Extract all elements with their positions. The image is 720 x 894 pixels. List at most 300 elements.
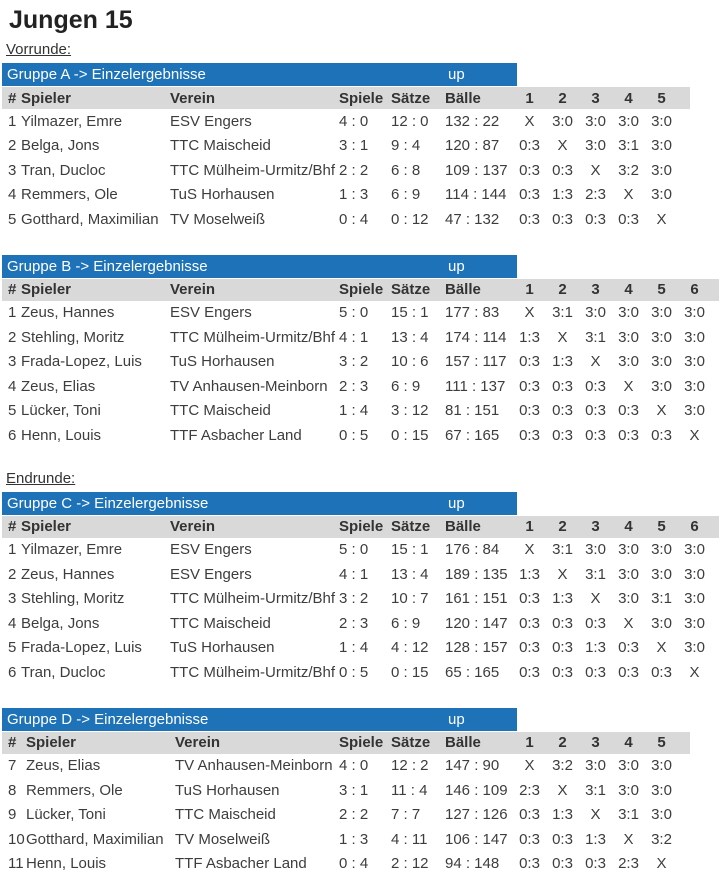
cell-number: 6 bbox=[8, 426, 17, 444]
cell-result: X bbox=[656, 402, 667, 420]
cell-result: 3:0 bbox=[618, 757, 639, 775]
cell-club: TTF Asbacher Land bbox=[175, 855, 307, 873]
player-row bbox=[2, 778, 690, 803]
cell-balls: 65 : 165 bbox=[445, 663, 500, 681]
cell-balls: 146 : 109 bbox=[445, 781, 508, 799]
cell-result: 3:0 bbox=[684, 541, 705, 559]
col-header-opponent-6: 6 bbox=[678, 516, 711, 538]
cell-result: 3:1 bbox=[585, 328, 606, 346]
filler-cell bbox=[711, 399, 719, 424]
cell-player: Tran, Ducloc bbox=[21, 161, 106, 179]
cell-result: 3:0 bbox=[684, 565, 705, 583]
cell-club: TuS Horhausen bbox=[170, 186, 275, 204]
cell-balls: 120 : 147 bbox=[445, 614, 508, 632]
cell-result: 0:3 bbox=[651, 663, 672, 681]
cell-games: 2 : 3 bbox=[339, 614, 369, 632]
cell-result: 0:3 bbox=[585, 663, 606, 681]
group-title: Gruppe B -> Einzelergebnisse bbox=[7, 257, 208, 275]
player-row bbox=[2, 134, 690, 159]
cell-result: 0:3 bbox=[519, 210, 540, 228]
col-header-number: # bbox=[2, 516, 21, 538]
col-header-sets: Sätze bbox=[391, 279, 445, 301]
player-row bbox=[2, 803, 690, 828]
cell-result: 0:3 bbox=[585, 377, 606, 395]
cell-balls: 111 : 137 bbox=[445, 377, 506, 395]
cell-result: 2:3 bbox=[618, 855, 639, 873]
player-row bbox=[2, 852, 690, 877]
player-row bbox=[2, 587, 719, 612]
group-header-bar bbox=[2, 492, 517, 515]
col-header-player: Spieler bbox=[21, 87, 170, 109]
cell-number: 1 bbox=[8, 541, 17, 559]
col-header-opponent-2: 2 bbox=[546, 516, 579, 538]
cell-games: 2 : 2 bbox=[339, 806, 369, 824]
cell-number: 4 bbox=[8, 377, 17, 395]
cell-sets: 10 : 6 bbox=[391, 353, 429, 371]
results-table bbox=[2, 516, 719, 685]
filler-cell bbox=[678, 778, 690, 803]
cell-result: X bbox=[557, 137, 568, 155]
cell-balls: 47 : 132 bbox=[445, 210, 500, 228]
cell-games: 0 : 5 bbox=[339, 663, 369, 681]
filler-cell bbox=[711, 325, 719, 350]
cell-result: 0:3 bbox=[618, 402, 639, 420]
cell-player: Gotthard, Maximilian bbox=[26, 830, 164, 848]
filler-cell bbox=[711, 279, 719, 301]
cell-result: 3:0 bbox=[618, 112, 639, 130]
cell-club: ESV Engers bbox=[170, 304, 252, 322]
cell-result: X bbox=[557, 328, 568, 346]
filler-cell bbox=[711, 374, 719, 399]
cell-result: 3:0 bbox=[651, 757, 672, 775]
cell-result: 3:0 bbox=[651, 186, 672, 204]
cell-sets: 15 : 1 bbox=[391, 541, 429, 559]
cell-balls: 109 : 137 bbox=[445, 161, 508, 179]
cell-sets: 0 : 12 bbox=[391, 210, 429, 228]
sections-container bbox=[2, 42, 720, 876]
player-row bbox=[2, 325, 719, 350]
cell-sets: 6 : 9 bbox=[391, 186, 421, 204]
col-header-club: Verein bbox=[170, 87, 339, 109]
filler-cell bbox=[678, 754, 690, 779]
cell-player: Remmers, Ole bbox=[26, 781, 123, 799]
cell-result: 0:3 bbox=[552, 663, 573, 681]
up-link[interactable]: up bbox=[448, 710, 465, 728]
cell-club: TuS Horhausen bbox=[175, 781, 280, 799]
cell-result: 1:3 bbox=[585, 830, 606, 848]
cell-club: TuS Horhausen bbox=[170, 353, 275, 371]
filler-cell bbox=[678, 134, 690, 159]
cell-club: TTC Mülheim-Urmitz/Bhf bbox=[170, 663, 336, 681]
col-header-player: Spieler bbox=[21, 279, 170, 301]
cell-result: X bbox=[656, 210, 667, 228]
cell-club: ESV Engers bbox=[170, 112, 252, 130]
cell-result: 0:3 bbox=[552, 161, 573, 179]
cell-result: 3:0 bbox=[618, 304, 639, 322]
cell-games: 3 : 1 bbox=[339, 781, 369, 799]
filler-cell bbox=[711, 611, 719, 636]
cell-player: Yilmazer, Emre bbox=[21, 541, 123, 559]
col-header-sets: Sätze bbox=[391, 87, 445, 109]
player-row bbox=[2, 399, 719, 424]
col-header-balls: Bälle bbox=[445, 516, 513, 538]
cell-result: 3:1 bbox=[552, 304, 573, 322]
cell-games: 4 : 0 bbox=[339, 112, 369, 130]
cell-result: 3:0 bbox=[651, 112, 672, 130]
cell-number: 4 bbox=[8, 186, 17, 204]
cell-result: 0:3 bbox=[519, 186, 540, 204]
player-row bbox=[2, 158, 690, 183]
cell-result: 0:3 bbox=[585, 426, 606, 444]
cell-player: Frada-Lopez, Luis bbox=[21, 353, 142, 371]
cell-player: Zeus, Elias bbox=[21, 377, 96, 395]
player-row bbox=[2, 301, 719, 326]
filler-cell bbox=[678, 827, 690, 852]
cell-games: 1 : 4 bbox=[339, 402, 369, 420]
col-header-balls: Bälle bbox=[445, 279, 513, 301]
cell-number: 11 bbox=[8, 855, 24, 873]
cell-result: X bbox=[524, 757, 535, 775]
cell-balls: 161 : 151 bbox=[445, 590, 508, 608]
cell-balls: 114 : 144 bbox=[445, 186, 507, 204]
col-header-player: Spieler bbox=[26, 732, 175, 754]
cell-result: 3:2 bbox=[651, 830, 672, 848]
group-title: Gruppe C -> Einzelergebnisse bbox=[7, 494, 209, 512]
cell-club: TTF Asbacher Land bbox=[170, 426, 302, 444]
cell-result: 0:3 bbox=[552, 614, 573, 632]
player-row bbox=[2, 636, 719, 661]
up-link[interactable]: up bbox=[448, 66, 465, 83]
col-header-number: # bbox=[2, 87, 21, 109]
col-header-number: # bbox=[2, 279, 21, 301]
player-row bbox=[2, 611, 719, 636]
cell-result: 1:3 bbox=[519, 565, 540, 583]
col-header-opponent-2: 2 bbox=[546, 87, 579, 109]
cell-player: Henn, Louis bbox=[26, 855, 107, 873]
cell-balls: 120 : 87 bbox=[445, 137, 500, 155]
col-header-opponent-2: 2 bbox=[546, 732, 579, 754]
cell-games: 1 : 3 bbox=[339, 186, 369, 204]
cell-result: 3:0 bbox=[684, 590, 705, 608]
player-row bbox=[2, 350, 719, 375]
cell-number: 10 bbox=[8, 830, 25, 848]
col-header-sets: Sätze bbox=[391, 732, 445, 754]
cell-number: 2 bbox=[8, 137, 17, 155]
filler-cell bbox=[678, 158, 690, 183]
cell-number: 3 bbox=[8, 161, 17, 179]
cell-result: 3:0 bbox=[684, 614, 705, 632]
cell-number: 5 bbox=[8, 402, 17, 420]
cell-player: Belga, Jons bbox=[21, 137, 100, 155]
col-header-club: Verein bbox=[170, 279, 339, 301]
cell-result: 3:0 bbox=[618, 590, 639, 608]
cell-result: 3:0 bbox=[684, 353, 705, 371]
cell-club: TV Anhausen-Meinborn bbox=[170, 377, 328, 395]
cell-result: 3:0 bbox=[684, 402, 705, 420]
cell-result: 3:1 bbox=[618, 806, 639, 824]
cell-games: 3 : 2 bbox=[339, 353, 369, 371]
cell-club: TTC Mülheim-Urmitz/Bhf bbox=[170, 590, 336, 608]
cell-result: 3:0 bbox=[618, 353, 639, 371]
cell-club: TV Moselweiß bbox=[175, 830, 271, 848]
results-table bbox=[2, 279, 719, 448]
cell-balls: 81 : 151 bbox=[445, 402, 500, 420]
up-link[interactable]: up bbox=[448, 257, 465, 275]
page-title: Jungen 15 bbox=[9, 6, 133, 34]
cell-player: Tran, Ducloc bbox=[21, 663, 106, 681]
cell-games: 5 : 0 bbox=[339, 541, 369, 559]
cell-result: X bbox=[590, 590, 601, 608]
cell-result: X bbox=[524, 304, 535, 322]
round-label: Endrunde: bbox=[6, 469, 76, 487]
cell-result: 0:3 bbox=[552, 210, 573, 228]
col-header-opponent-6: 6 bbox=[678, 279, 711, 301]
filler-cell bbox=[678, 803, 690, 828]
cell-result: 3:0 bbox=[684, 639, 705, 657]
cell-result: 3:0 bbox=[651, 541, 672, 559]
cell-balls: 174 : 114 bbox=[445, 328, 507, 346]
col-header-opponent-3: 3 bbox=[579, 732, 612, 754]
col-header-balls: Bälle bbox=[445, 87, 513, 109]
col-header-opponent-5: 5 bbox=[645, 87, 678, 109]
cell-result: 2:3 bbox=[585, 186, 606, 204]
cell-result: 1:3 bbox=[585, 639, 606, 657]
cell-club: ESV Engers bbox=[170, 565, 252, 583]
cell-result: 0:3 bbox=[519, 402, 540, 420]
cell-result: 0:3 bbox=[585, 855, 606, 873]
col-header-balls: Bälle bbox=[445, 732, 513, 754]
filler-cell bbox=[711, 423, 719, 448]
cell-result: 3:0 bbox=[651, 137, 672, 155]
cell-result: 1:3 bbox=[552, 806, 573, 824]
cell-player: Belga, Jons bbox=[21, 614, 100, 632]
player-row bbox=[2, 374, 719, 399]
player-row bbox=[2, 660, 719, 685]
cell-sets: 9 : 4 bbox=[391, 137, 421, 155]
cell-sets: 12 : 0 bbox=[391, 112, 429, 130]
cell-result: 3:0 bbox=[585, 541, 606, 559]
cell-result: 3:0 bbox=[651, 353, 672, 371]
cell-club: TTC Mülheim-Urmitz/Bhf bbox=[170, 161, 336, 179]
cell-sets: 6 : 8 bbox=[391, 161, 421, 179]
col-header-opponent-4: 4 bbox=[612, 87, 645, 109]
cell-club: TTC Maischeid bbox=[170, 614, 271, 632]
cell-balls: 94 : 148 bbox=[445, 855, 500, 873]
col-header-games: Spiele bbox=[339, 516, 391, 538]
cell-player: Frada-Lopez, Luis bbox=[21, 639, 142, 657]
cell-result: 0:3 bbox=[552, 402, 573, 420]
cell-result: 0:3 bbox=[519, 830, 540, 848]
cell-result: X bbox=[623, 186, 634, 204]
cell-result: 3:0 bbox=[585, 112, 606, 130]
cell-games: 0 : 4 bbox=[339, 210, 369, 228]
cell-result: 3:2 bbox=[618, 161, 639, 179]
cell-result: 3:0 bbox=[651, 806, 672, 824]
cell-number: 5 bbox=[8, 210, 17, 228]
cell-balls: 128 : 157 bbox=[445, 639, 508, 657]
cell-result: 3:1 bbox=[585, 781, 606, 799]
cell-result: 3:1 bbox=[651, 590, 672, 608]
cell-result: 0:3 bbox=[519, 639, 540, 657]
col-header-opponent-3: 3 bbox=[579, 279, 612, 301]
cell-result: X bbox=[590, 161, 601, 179]
filler-cell bbox=[711, 516, 719, 538]
player-row bbox=[2, 754, 690, 779]
cell-result: 0:3 bbox=[585, 614, 606, 632]
cell-result: 3:0 bbox=[585, 757, 606, 775]
cell-games: 5 : 0 bbox=[339, 304, 369, 322]
cell-player: Zeus, Hannes bbox=[21, 565, 115, 583]
cell-player: Zeus, Elias bbox=[26, 757, 101, 775]
cell-sets: 3 : 12 bbox=[391, 402, 429, 420]
cell-club: TTC Maischeid bbox=[170, 137, 271, 155]
col-header-club: Verein bbox=[175, 732, 339, 754]
cell-sets: 12 : 2 bbox=[391, 757, 429, 775]
group-block bbox=[2, 63, 720, 232]
cell-result: 0:3 bbox=[519, 161, 540, 179]
cell-result: X bbox=[557, 781, 568, 799]
cell-sets: 6 : 9 bbox=[391, 377, 421, 395]
cell-balls: 132 : 22 bbox=[445, 112, 500, 130]
cell-result: 0:3 bbox=[519, 426, 540, 444]
col-header-games: Spiele bbox=[339, 279, 391, 301]
cell-club: TTC Maischeid bbox=[170, 402, 271, 420]
cell-result: 3:0 bbox=[684, 377, 705, 395]
cell-club: TV Anhausen-Meinborn bbox=[175, 757, 333, 775]
cell-sets: 15 : 1 bbox=[391, 304, 429, 322]
cell-number: 2 bbox=[8, 328, 17, 346]
cell-club: TuS Horhausen bbox=[170, 639, 275, 657]
group-block bbox=[2, 708, 720, 877]
filler-cell bbox=[711, 350, 719, 375]
cell-balls: 147 : 90 bbox=[445, 757, 500, 775]
filler-cell bbox=[678, 183, 690, 208]
cell-sets: 13 : 4 bbox=[391, 565, 429, 583]
cell-games: 4 : 0 bbox=[339, 757, 369, 775]
cell-number: 3 bbox=[8, 590, 17, 608]
cell-result: X bbox=[623, 830, 634, 848]
col-header-club: Verein bbox=[170, 516, 339, 538]
player-row bbox=[2, 183, 690, 208]
col-header-opponent-5: 5 bbox=[645, 516, 678, 538]
cell-result: 3:0 bbox=[684, 304, 705, 322]
cell-result: 0:3 bbox=[519, 353, 540, 371]
cell-result: 3:1 bbox=[618, 137, 639, 155]
cell-result: 3:2 bbox=[552, 757, 573, 775]
cell-games: 3 : 1 bbox=[339, 137, 369, 155]
cell-number: 8 bbox=[8, 781, 17, 799]
cell-result: X bbox=[524, 541, 535, 559]
cell-result: 1:3 bbox=[552, 590, 573, 608]
player-row bbox=[2, 423, 719, 448]
cell-result: 3:1 bbox=[585, 565, 606, 583]
cell-result: 0:3 bbox=[519, 614, 540, 632]
cell-result: 3:0 bbox=[651, 614, 672, 632]
cell-result: 0:3 bbox=[552, 855, 573, 873]
cell-player: Lücker, Toni bbox=[26, 806, 106, 824]
cell-result: 3:1 bbox=[552, 541, 573, 559]
col-header-number: # bbox=[2, 732, 26, 754]
cell-games: 4 : 1 bbox=[339, 328, 369, 346]
cell-balls: 157 : 117 bbox=[445, 353, 507, 371]
cell-number: 7 bbox=[8, 757, 17, 775]
cell-balls: 176 : 84 bbox=[445, 541, 500, 559]
cell-result: 0:3 bbox=[519, 855, 540, 873]
cell-result: 3:0 bbox=[585, 137, 606, 155]
cell-result: 1:3 bbox=[552, 353, 573, 371]
col-header-opponent-4: 4 bbox=[612, 516, 645, 538]
cell-result: 0:3 bbox=[618, 210, 639, 228]
group-block bbox=[2, 492, 720, 685]
filler-cell bbox=[711, 301, 719, 326]
cell-result: 3:0 bbox=[651, 565, 672, 583]
cell-result: 3:0 bbox=[618, 328, 639, 346]
cell-result: X bbox=[656, 639, 667, 657]
cell-player: Remmers, Ole bbox=[21, 186, 118, 204]
cell-result: 3:0 bbox=[618, 781, 639, 799]
group-block bbox=[2, 255, 720, 448]
cell-player: Yilmazer, Emre bbox=[21, 112, 123, 130]
col-header-opponent-4: 4 bbox=[612, 279, 645, 301]
cell-sets: 2 : 12 bbox=[391, 855, 429, 873]
cell-result: X bbox=[689, 426, 700, 444]
cell-result: 1:3 bbox=[552, 186, 573, 204]
cell-result: 3:0 bbox=[618, 565, 639, 583]
filler-cell bbox=[678, 87, 690, 109]
cell-games: 2 : 2 bbox=[339, 161, 369, 179]
cell-balls: 67 : 165 bbox=[445, 426, 500, 444]
col-header-opponent-3: 3 bbox=[579, 87, 612, 109]
cell-number: 6 bbox=[8, 663, 17, 681]
cell-result: 0:3 bbox=[519, 590, 540, 608]
cell-result: 0:3 bbox=[585, 210, 606, 228]
cell-result: X bbox=[689, 663, 700, 681]
filler-cell bbox=[711, 538, 719, 563]
group-header-bar bbox=[2, 708, 517, 731]
round-label: Vorrunde: bbox=[6, 41, 72, 58]
header-row bbox=[2, 516, 719, 538]
cell-number: 1 bbox=[8, 112, 17, 130]
cell-result: 0:3 bbox=[519, 806, 540, 824]
cell-result: 2:3 bbox=[519, 781, 540, 799]
col-header-opponent-5: 5 bbox=[645, 732, 678, 754]
col-header-opponent-4: 4 bbox=[612, 732, 645, 754]
cell-sets: 4 : 11 bbox=[391, 830, 428, 848]
cell-result: X bbox=[623, 614, 634, 632]
cell-result: 0:3 bbox=[552, 639, 573, 657]
cell-club: ESV Engers bbox=[170, 541, 252, 559]
cell-result: X bbox=[590, 806, 601, 824]
filler-cell bbox=[711, 562, 719, 587]
results-table bbox=[2, 732, 690, 877]
cell-club: TV Moselweiß bbox=[170, 210, 266, 228]
player-row bbox=[2, 827, 690, 852]
cell-sets: 13 : 4 bbox=[391, 328, 429, 346]
group-title: Gruppe D -> Einzelergebnisse bbox=[7, 710, 209, 728]
filler-cell bbox=[678, 732, 690, 754]
cell-games: 1 : 4 bbox=[339, 639, 369, 657]
header-row bbox=[2, 279, 719, 301]
player-row bbox=[2, 109, 690, 134]
cell-games: 2 : 3 bbox=[339, 377, 369, 395]
col-header-games: Spiele bbox=[339, 87, 391, 109]
player-row bbox=[2, 207, 690, 232]
col-header-opponent-1: 1 bbox=[513, 87, 546, 109]
cell-sets: 6 : 9 bbox=[391, 614, 421, 632]
up-link[interactable]: up bbox=[448, 494, 465, 512]
cell-sets: 0 : 15 bbox=[391, 663, 429, 681]
cell-number: 4 bbox=[8, 614, 17, 632]
